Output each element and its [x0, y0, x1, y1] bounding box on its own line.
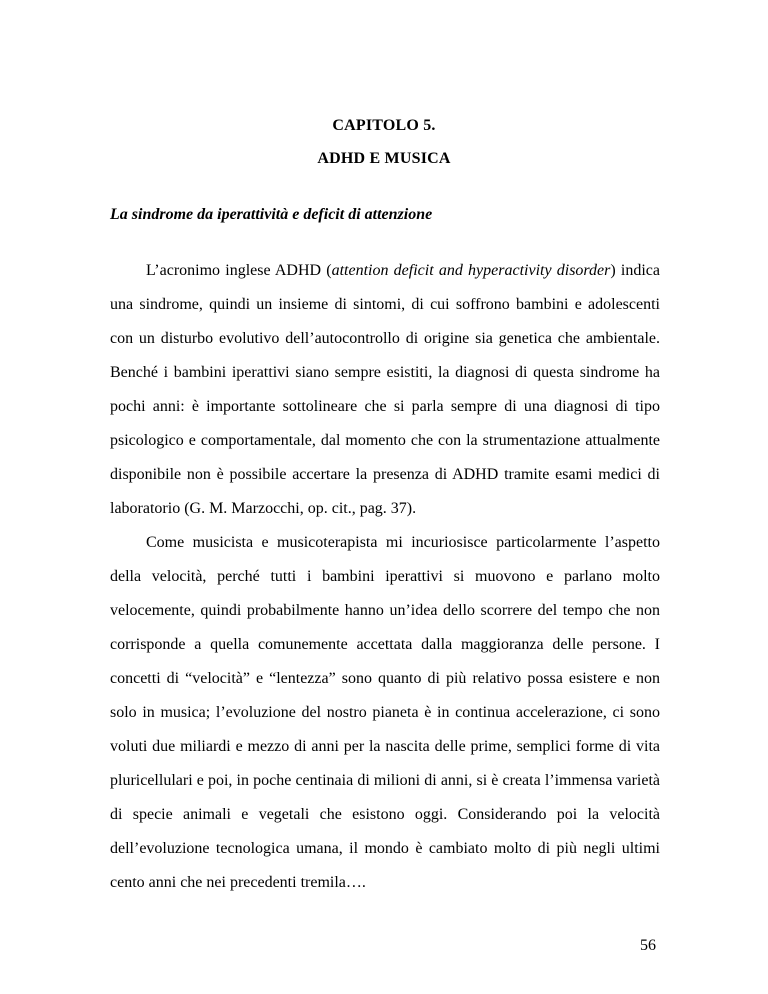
section-title: La sindrome da iperattività e deficit di attenzione	[110, 206, 433, 223]
body-text	[110, 254, 660, 900]
paragraph-1	[110, 254, 660, 526]
chapter-title: ADHD E MUSICA	[317, 150, 451, 167]
paragraph-2: Come musicista e musicoterapista mi incuriosisce particolarmente l’aspetto della velocità, perché tutti i bambini iperattivi si muovono e parlano molto velocemente, quindi probabilmente hanno un’idea dello scorrere del tempo che non corrisponde a quella comunemente accettata dalla maggioranza delle persone. I concetti di “velocità” e “lentezza” sono quanto di più relativo possa esistere e non solo in musica; l’evoluzione del nostro pianeta è in continua accelerazione, ci sono voluti due miliardi e mezzo di anni per la nascita delle prime, semplici forme di vita pluricellulari e poi, in poche centinaia di milioni di anni, si è creata l’immensa varietà di specie animali e vegetali che esistono oggi. Considerando poi la velocità dell’evoluzione tecnologica umana, il mondo è cambiato molto di più negli ultimi cento anni che nei precedenti tremila….	[110, 534, 660, 891]
paragraph-1-italic-term: attention deficit and hyperactivity disorder	[331, 262, 611, 279]
chapter-number: CAPITOLO 5.	[332, 117, 436, 134]
paragraph-1-rest: ) indica una sindrome, quindi un insieme di sintomi, di cui soffrono bambini e adolescenti con un disturbo evolutivo dell’autocontrollo di origine sia genetica che ambientale. Benché i bambini iperattivi siano sempre esistiti, la diagnosi di questa sindrome ha pochi anni: è importante sottolineare che si parla sempre di una diagnosi di tipo psicologico e comportamentale, dal momento che con la strumentazione attualmente disponibile non è possibile accertare la presenza di ADHD tramite esami medici di laboratorio (G. M. Marzocchi, op. cit., pag. 37).	[110, 262, 661, 517]
page-number: 56	[640, 937, 656, 954]
paragraph-1-intro: L’acronimo inglese ADHD (	[146, 262, 332, 279]
